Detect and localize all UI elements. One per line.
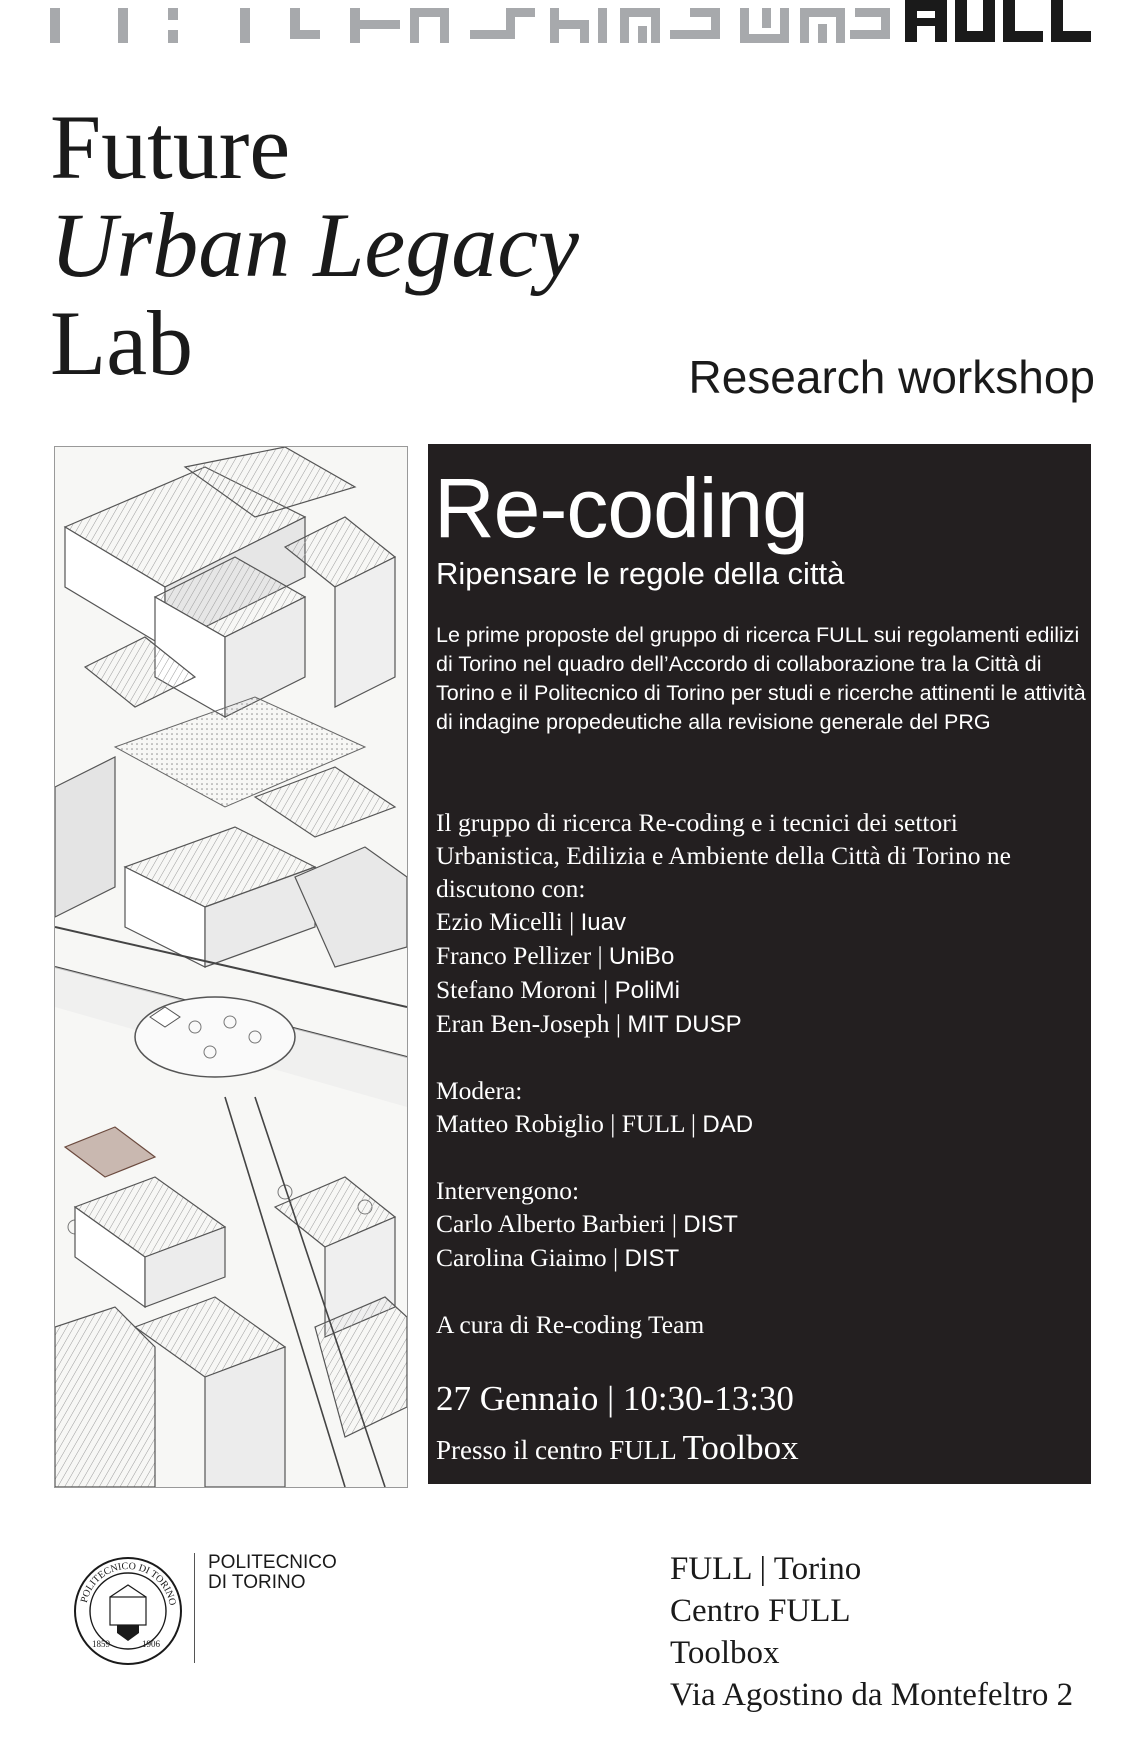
address-line: Centro FULL [670, 1593, 851, 1629]
institution-line: POLITECNICO [208, 1552, 337, 1573]
speaker-name: Carlo Alberto Barbieri | [436, 1209, 677, 1238]
speaker-org: DIST [624, 1245, 680, 1272]
svg-text:1906: 1906 [142, 1639, 160, 1649]
panelist-org: Iuav [580, 909, 626, 936]
speaker-name: Carolina Giaimo | [436, 1243, 619, 1272]
event-panel [428, 444, 1091, 1484]
event-program [436, 806, 1086, 1341]
curated-by: A cura di Re-coding Team [436, 1310, 705, 1339]
institution-name [208, 1553, 337, 1593]
moderator-org: DAD [702, 1111, 754, 1138]
event-intro: Le prime proposte del gruppo di ricerca FULL sui regolamenti edilizi di Torino nel quadro dell’Accordo di collaborazione tra la Città di Torino e il Politecnico di Torino per studi e ricerche attinenti le attività di indagine propedeutiche alla revisione generale del PRG [436, 623, 1086, 734]
event-tagline: Ripensare le regole della città [436, 556, 845, 591]
address-line: Toolbox [670, 1635, 780, 1671]
venue-address [670, 1548, 1073, 1716]
moderator-label: Modera: [436, 1076, 523, 1105]
panelist-row [436, 1007, 1086, 1041]
moderator-row [436, 1107, 1086, 1141]
institution-line: DI TORINO [208, 1572, 306, 1593]
title-line-future: Future [50, 96, 291, 198]
panelist-name: Stefano Moroni | [436, 975, 609, 1004]
venue-name: Toolbox [682, 1428, 799, 1467]
address-line: Via Agostino da Montefeltro 2 [670, 1677, 1074, 1713]
address-line: FULL | Torino [670, 1551, 862, 1587]
event-venue [436, 1428, 799, 1468]
title-line-lab: Lab [50, 292, 194, 394]
speaker-org: DIST [683, 1211, 738, 1238]
page-title [50, 98, 579, 392]
event-title: Re-coding [434, 461, 808, 555]
footer-divider [194, 1553, 195, 1663]
panelist-org: UniBo [608, 943, 675, 970]
speakers-label: Intervengono: [436, 1176, 580, 1205]
svg-text:1859: 1859 [92, 1639, 110, 1649]
panelist-name: Franco Pellizer | [436, 941, 603, 970]
venue-prefix: Presso il centro FULL [436, 1435, 676, 1465]
subtitle: Research workshop [688, 351, 1095, 403]
urban-axonometric-illustration [54, 446, 408, 1488]
panelist-name: Ezio Micelli | [436, 907, 575, 936]
speaker-row [436, 1207, 1086, 1241]
panelist-row [436, 973, 1086, 1007]
city-drawing [55, 447, 407, 1487]
speaker-row [436, 1241, 1086, 1275]
discussion-intro: Il gruppo di ricerca Re-coding e i tecnici dei settori Urbanistica, Edilizia e Ambiente della Città di Torino ne discutono con: [436, 808, 1011, 903]
title-line-urban-legacy: Urban Legacy [50, 194, 579, 296]
event-date-time: 27 Gennaio | 10:30-13:30 [436, 1379, 794, 1418]
politecnico-seal-logo [72, 1555, 184, 1667]
panelist-org: MIT DUSP [627, 1011, 742, 1038]
panelist-org: PoliMi [614, 977, 680, 1004]
svg-text:POLITECNICO DI TORINO: POLITECNICO DI TORINO [78, 1560, 178, 1607]
panelist-row [436, 939, 1086, 973]
full-logo [905, 0, 1091, 42]
panelist-name: Eran Ben-Joseph | [436, 1009, 621, 1038]
header-pattern [50, 0, 1095, 50]
panelist-row [436, 905, 1086, 939]
moderator-name: Matteo Robiglio | FULL | [436, 1109, 697, 1138]
